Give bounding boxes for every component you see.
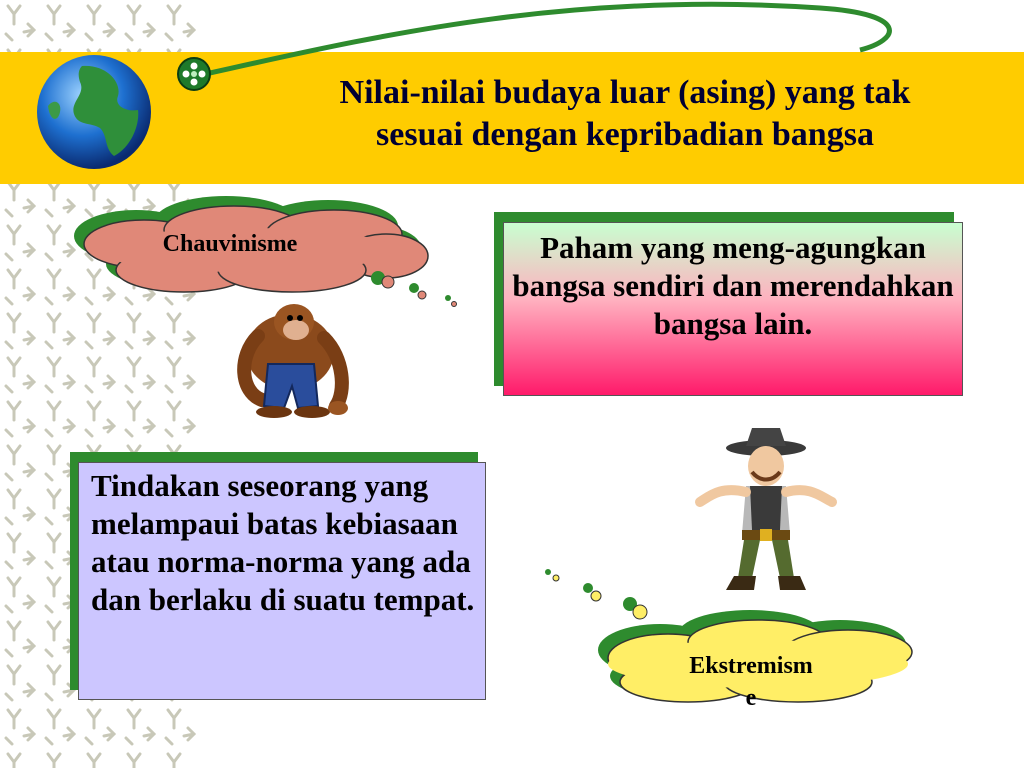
- ekstremisme-label-line-1: Ekstremism: [689, 653, 813, 679]
- chauvinisme-definition: Paham yang meng-agungkan bangsa sendiri dan merendahkan bangsa lain.: [503, 222, 963, 396]
- molecule-icon: [176, 56, 212, 92]
- ekstremisme-label-line-2: e: [745, 685, 757, 711]
- gorilla-illustration: [228, 296, 358, 420]
- ekstremisme-definition: Tindakan seseorang yang melampaui batas kebiasaan atau norma-norma yang ada dan berlaku di suatu tempat.: [78, 462, 486, 700]
- chauvinisme-label: Chauvinisme: [162, 231, 298, 257]
- ekstremisme-label: [640, 650, 862, 714]
- slide-title: [250, 72, 1000, 156]
- title-line-1: Nilai-nilai budaya luar (asing) yang tak: [339, 74, 911, 111]
- title-line-2: sesuai dengan kepribadian bangsa: [376, 116, 874, 153]
- globe-icon: [34, 52, 154, 172]
